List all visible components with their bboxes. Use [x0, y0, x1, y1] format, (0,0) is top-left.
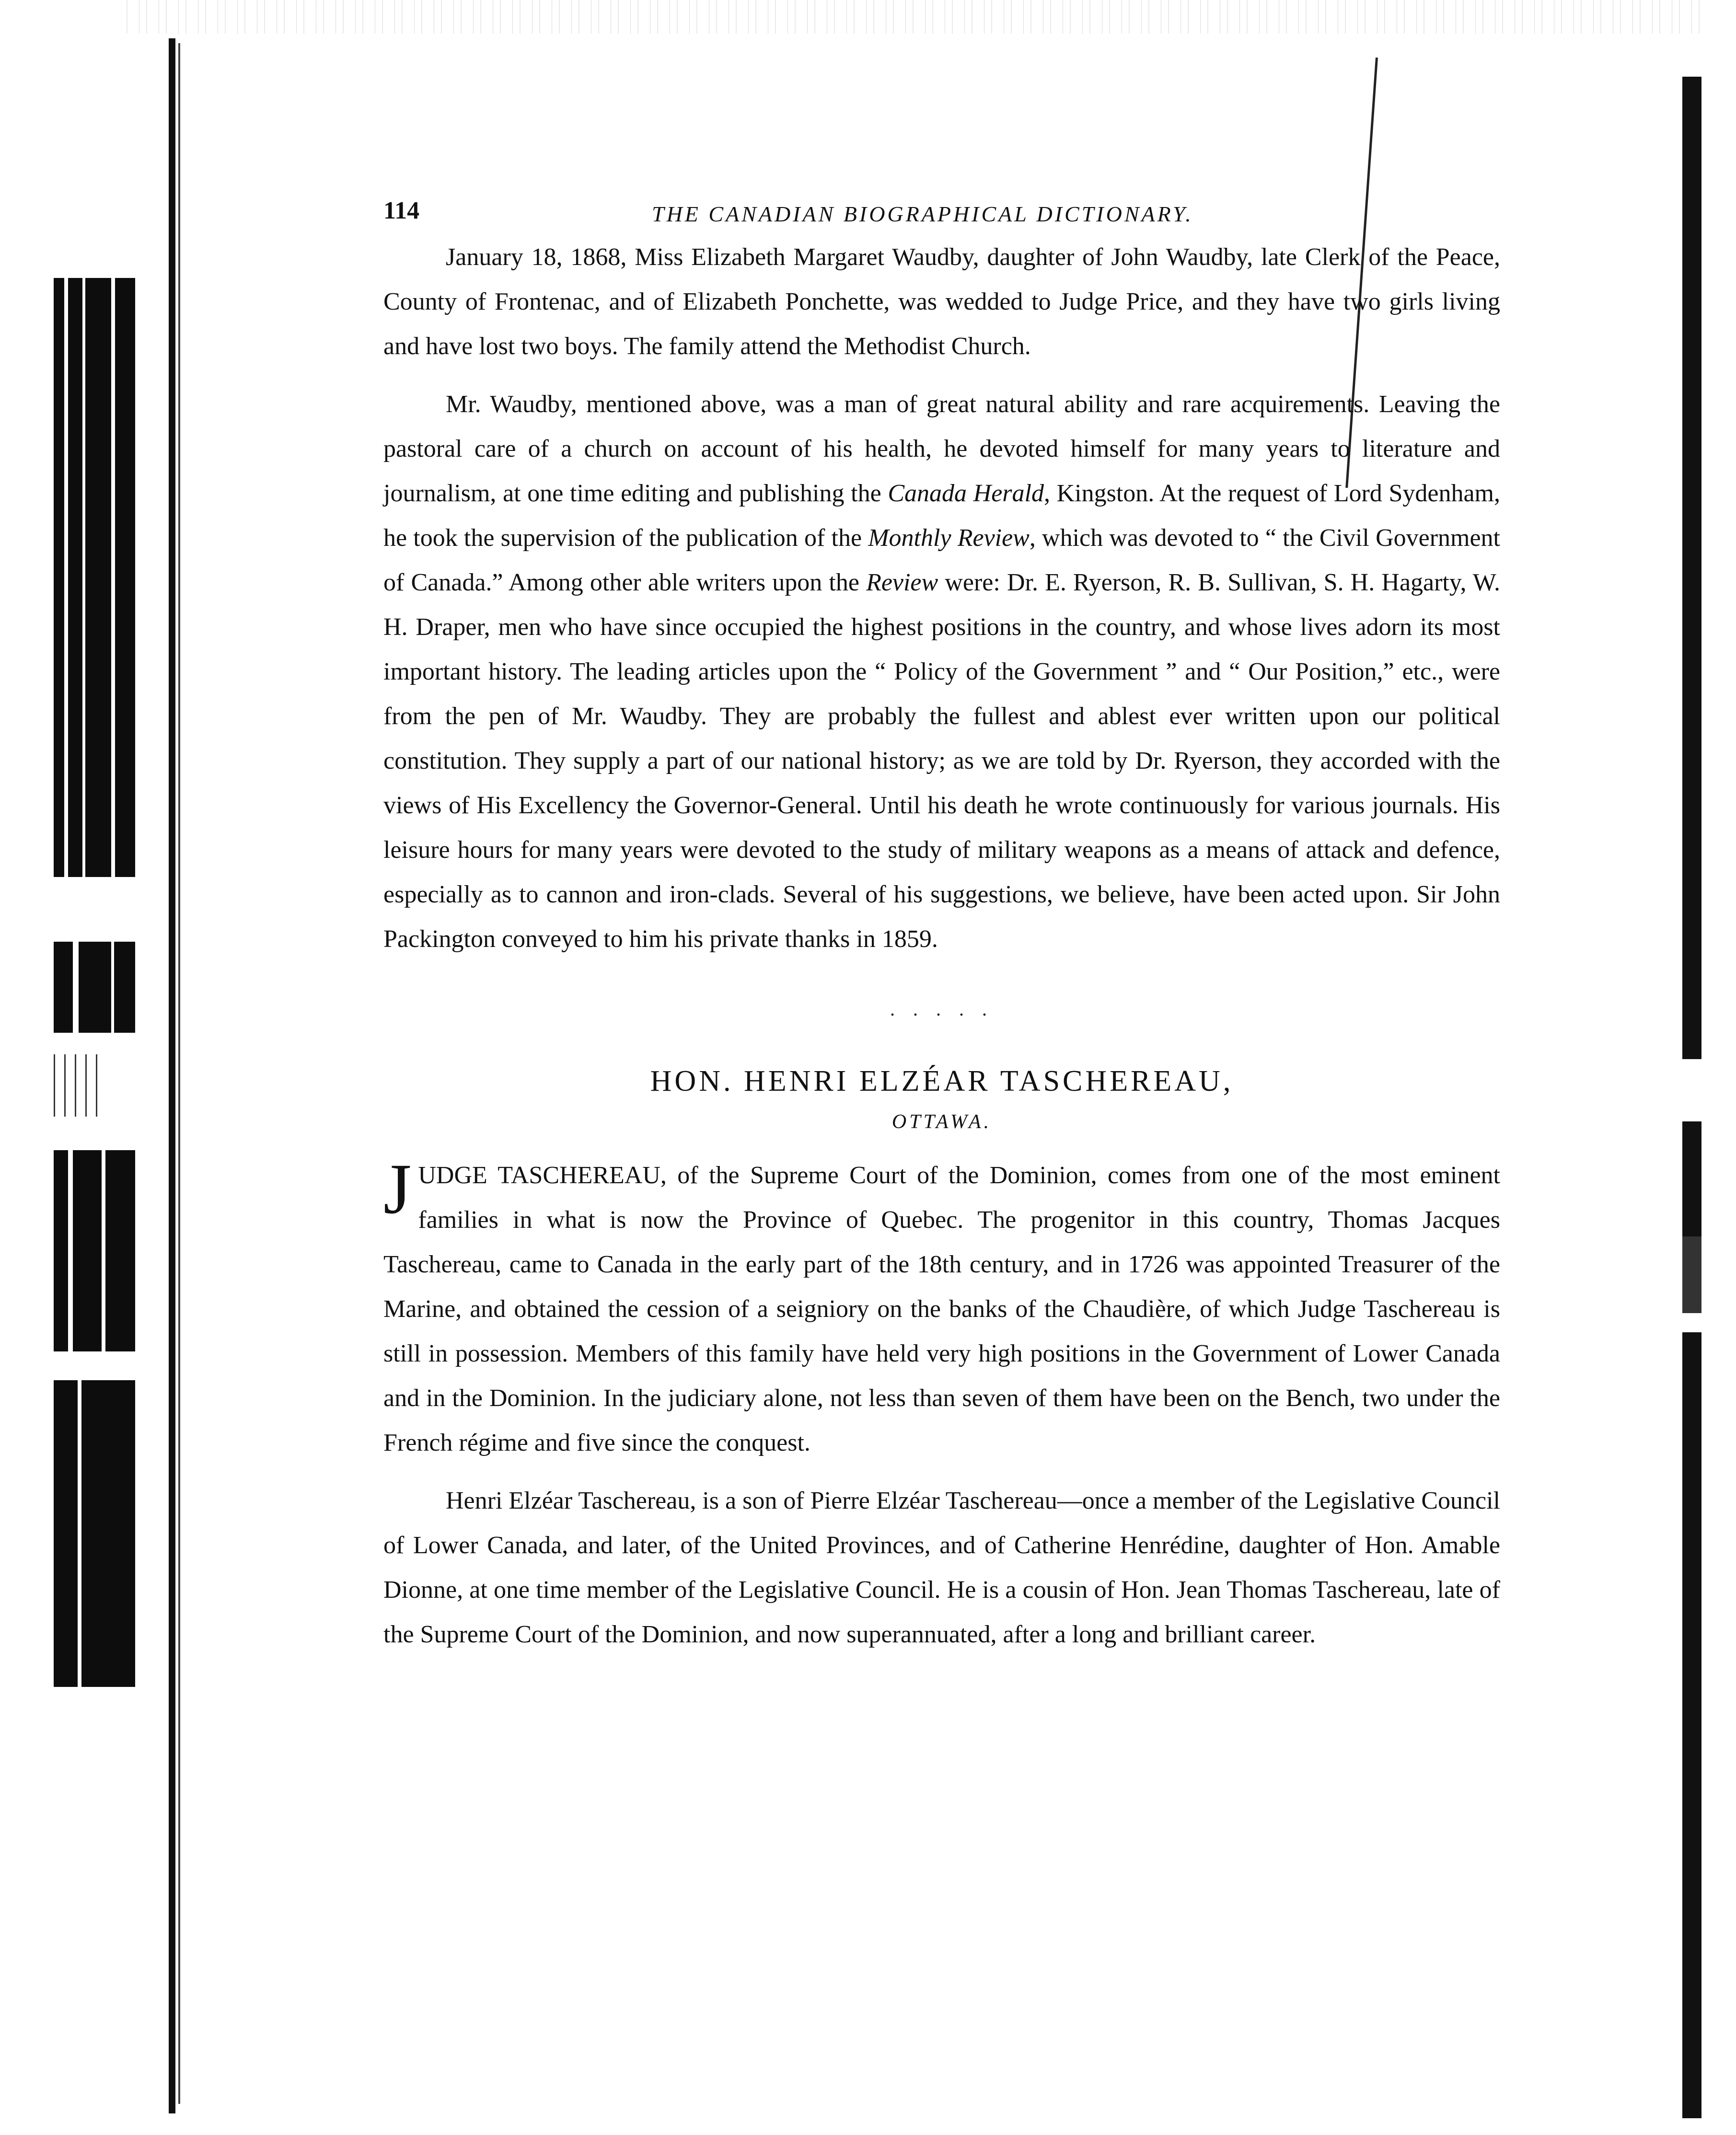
biography-heading: HON. HENRI ELZÉAR TASCHEREAU,	[650, 1065, 1234, 1097]
page-number: 114	[383, 197, 420, 224]
drop-cap: J	[383, 1149, 412, 1229]
scan-barcode-strip	[54, 1380, 135, 1687]
text-run: , Kingston. At the request of Lord Sydenham, he took the supervision of the publication of the	[383, 480, 1500, 552]
section-divider: . . . . .	[890, 998, 994, 1020]
text-run: , which was devoted to “ the Civil Government of Canada.” Among other able writers upon the	[383, 524, 1500, 596]
text-run: were: Dr. E. Ryerson, R. B. Sullivan, S. H. Hagarty, W. H. Draper, men who have since occupied the highest positions in the country, and whose lives adorn its most important history. The leading articles upon the “ Policy of the Government ” and “ Our Position,” etc., were from the pen of Mr. Waudby. They are probably the fullest and ablest ever written upon our political constitution. They supply a part of our national history; as we are told by Dr. Ryerson, they accorded with the views of His Excellency the Governor-General. Until his death he wrote continuously for various journals. His leisure hours for many years were devoted to the study of military weapons as a means of attack and defence, especially as to cannon and iron-clads. Several of his suggestions, we believe, have been acted upon. Sir John Packington conveyed to him his private thanks in 1859.	[383, 569, 1501, 953]
scan-edge-bar-right	[1682, 1332, 1701, 2118]
paragraph-waudby-career	[383, 382, 1500, 961]
binding-shadow	[169, 38, 175, 2113]
page-header	[383, 182, 1500, 235]
text-run-italic: Monthly Review	[868, 524, 1030, 552]
scan-noise-top	[120, 0, 1701, 34]
scan-barcode-strip	[54, 1150, 135, 1351]
running-head: THE CANADIAN BIOGRAPHICAL DICTIONARY.	[652, 202, 1193, 226]
scan-tick-marks	[54, 1054, 102, 1117]
paragraph-taschereau-family	[383, 1149, 1500, 1465]
text-run-italic: Canada Herald	[888, 480, 1044, 507]
binding-shadow-thin	[178, 43, 180, 2104]
scan-edge-bar-right	[1682, 1121, 1701, 1313]
text-run: Mr. Waudby, mentioned above, was a man of great natural ability and rare acquirements. Leaving the pastoral care of a church on account of his health, he devoted himself for many years to literature and journalism, at one time editing and publishing the	[383, 391, 1500, 507]
text-run: UDGE TASCHEREAU, of the Supreme Court of the Dominion, comes from one of the most eminent families in what is now the Province of Quebec. The progenitor in this country, Thomas Jacques Taschereau, came to Canada in the early part of the 18th century, and in 1726 was appointed Treasurer of the Marine, and obtained the cession of a seigniory on the banks of the Chaudière, of which Judge Taschereau is still in possession. Members of this family have held very high positions in the Government of Lower Canada and in the Dominion. In the judiciary alone, not less than seven of them have been on the Bench, two under the French régime and five since the conquest.	[383, 1162, 1500, 1456]
paragraph-taschereau-parentage: Henri Elzéar Taschereau, is a son of Pierre Elzéar Taschereau—once a member of the Legislative Council of Lower Canada, and later, of the United Provinces, and of Catherine Henrédine, daughter of Hon. Amable Dionne, at one time member of the Legislative Council. He is a cousin of Hon. Jean Thomas Taschereau, late of the Supreme Court of the Dominion, and now superannuated, after a long and brilliant career.	[383, 1487, 1500, 1648]
biography-location: OTTAWA.	[891, 1111, 992, 1133]
paragraph-waudby-marriage: January 18, 1868, Miss Elizabeth Margaret Waudby, daughter of John Waudby, late Clerk of the Peace, County of Frontenac, and of Elizabeth Ponchette, was wedded to Judge Price, and they have two girls living and have lost two boys. The family attend the Methodist Church.	[383, 243, 1500, 360]
text-run-italic: Review	[866, 569, 938, 596]
page-body	[383, 182, 1500, 1670]
scan-barcode-strip	[54, 278, 135, 877]
scan-barcode-strip	[54, 942, 135, 1033]
scan-edge-bar-right	[1682, 77, 1701, 1059]
